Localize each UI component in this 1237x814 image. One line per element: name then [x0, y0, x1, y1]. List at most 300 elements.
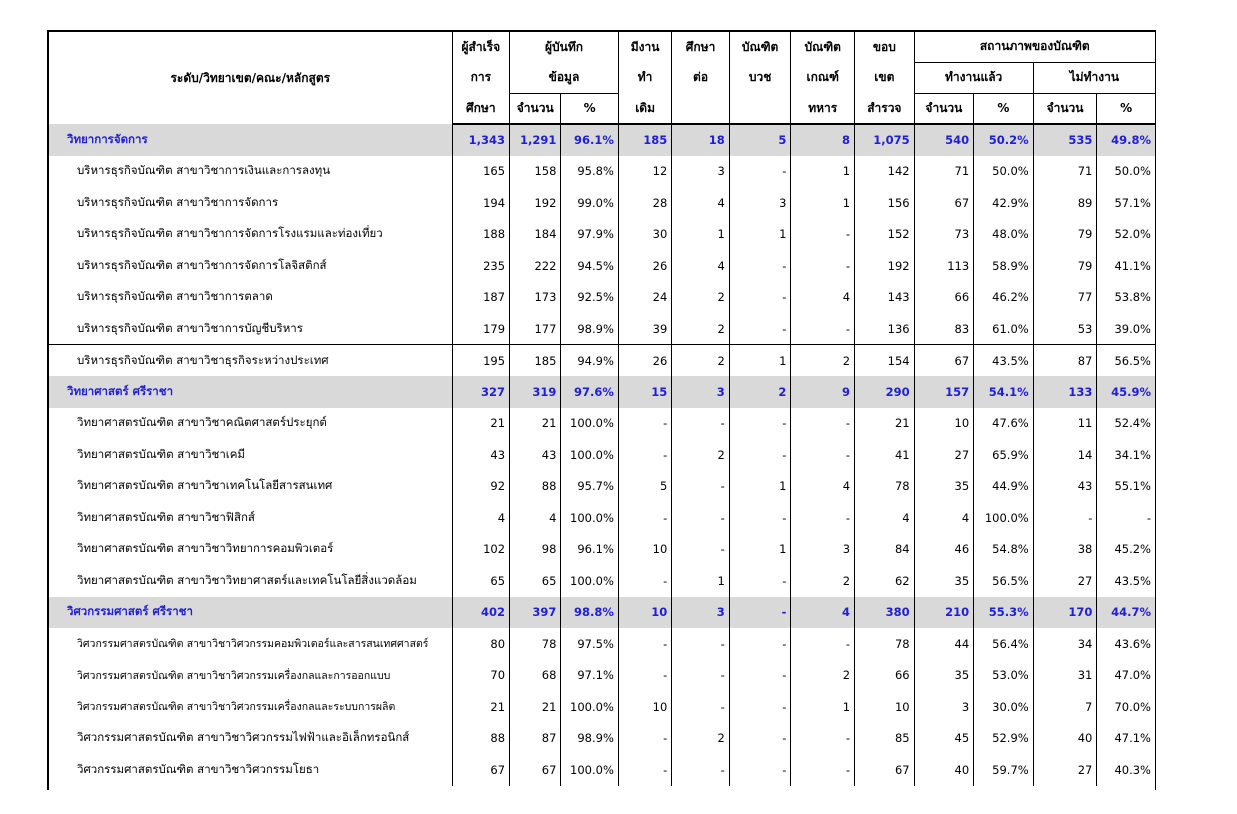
- cell-working-count: 4: [914, 502, 974, 534]
- cell-military: -: [791, 628, 855, 660]
- header-has-job-3: เดิม: [618, 93, 671, 124]
- cell-further-study: 3: [672, 376, 730, 408]
- cell-military: 4: [791, 282, 855, 314]
- cell-recorded-pct: 95.7%: [561, 471, 619, 503]
- cell-further-study: 2: [672, 439, 730, 471]
- cell-ordained: -: [729, 250, 791, 282]
- cell-graduates: 165: [452, 156, 510, 188]
- cell-further-study: 2: [672, 313, 730, 345]
- faculty-row: [49, 376, 1156, 408]
- cell-working-pct: 100.0%: [974, 502, 1034, 534]
- cell-recorded-count: 78: [510, 628, 561, 660]
- header-not-working: ไม่ทำงาน: [1033, 62, 1155, 93]
- cell-working-count: 3: [914, 691, 974, 723]
- cell-recorded-count: 173: [510, 282, 561, 314]
- cell-working-pct: 56.4%: [974, 628, 1034, 660]
- cell-scope: 67: [855, 754, 915, 786]
- cell-not-working-count: 535: [1033, 124, 1097, 156]
- cell-working-pct: 47.6%: [974, 408, 1034, 440]
- cell-further-study: -: [672, 628, 730, 660]
- program-name: บริหารธุรกิจบัณฑิต สาขาวิชาการตลาด: [49, 282, 453, 314]
- cell-graduates: 88: [452, 723, 510, 755]
- cell-further-study: 18: [672, 124, 730, 156]
- cell-ordained: -: [729, 660, 791, 692]
- cell-military: -: [791, 313, 855, 345]
- cell-recorded-count: 222: [510, 250, 561, 282]
- cell-ordained: -: [729, 565, 791, 597]
- cell-not-working-pct: 40.3%: [1097, 754, 1156, 786]
- cell-further-study: -: [672, 471, 730, 503]
- cell-working-pct: 52.9%: [974, 723, 1034, 755]
- program-name: วิทยาศาสตรบัณฑิต สาขาวิชาเคมี: [49, 439, 453, 471]
- cell-not-working-pct: 34.1%: [1097, 439, 1156, 471]
- cell-recorded-pct: 97.1%: [561, 660, 619, 692]
- cell-recorded-pct: 99.0%: [561, 187, 619, 219]
- table-row: [49, 439, 1156, 471]
- header-scope-3: สำรวจ: [855, 93, 915, 124]
- header-scope-2: เขต: [855, 62, 915, 93]
- cell-has-job: 39: [618, 313, 671, 345]
- program-name: บริหารธุรกิจบัณฑิต สาขาวิชาการบัญชีบริหาร: [49, 313, 453, 345]
- cell-working-count: 67: [914, 345, 974, 377]
- cell-working-pct: 46.2%: [974, 282, 1034, 314]
- cell-working-pct: 30.0%: [974, 691, 1034, 723]
- cell-not-working-pct: 49.8%: [1097, 124, 1156, 156]
- cell-scope: 78: [855, 628, 915, 660]
- cell-working-count: 157: [914, 376, 974, 408]
- cell-not-working-count: 7: [1033, 691, 1097, 723]
- program-name: วิทยาศาสตรบัณฑิต สาขาวิชาเทคโนโลยีสารสนเทศ: [49, 471, 453, 503]
- cell-further-study: 4: [672, 187, 730, 219]
- program-name: วิศวกรรมศาสตรบัณฑิต สาขาวิชาวิศวกรรมไฟฟ้าและอิเล็กทรอนิกส์: [49, 723, 453, 755]
- table-row: [49, 219, 1156, 251]
- cell-has-job: 26: [618, 345, 671, 377]
- cell-recorded-count: 98: [510, 534, 561, 566]
- cell-scope: 143: [855, 282, 915, 314]
- cell-military: 1: [791, 691, 855, 723]
- cell-graduates: 92: [452, 471, 510, 503]
- cell-not-working-pct: 44.7%: [1097, 597, 1156, 629]
- cell-recorded-pct: 97.6%: [561, 376, 619, 408]
- header-military-2: เกณฑ์: [791, 62, 855, 93]
- cell-graduates: 21: [452, 408, 510, 440]
- cell-working-pct: 58.9%: [974, 250, 1034, 282]
- faculty-row: [49, 597, 1156, 629]
- cell-military: -: [791, 250, 855, 282]
- program-name: บริหารธุรกิจบัณฑิต สาขาวิชาการเงินและการลงทุน: [49, 156, 453, 188]
- table-row: [49, 250, 1156, 282]
- cell-graduates: 402: [452, 597, 510, 629]
- header-ordained-2: บวช: [729, 62, 791, 93]
- cell-recorded-count: 65: [510, 565, 561, 597]
- cell-graduates: 43: [452, 439, 510, 471]
- cell-recorded-pct: 100.0%: [561, 691, 619, 723]
- cell-recorded-count: 397: [510, 597, 561, 629]
- cell-graduates: 65: [452, 565, 510, 597]
- header-recorded-2: ข้อมูล: [510, 62, 619, 93]
- table-row: [49, 691, 1156, 723]
- cell-not-working-pct: 52.4%: [1097, 408, 1156, 440]
- cell-working-pct: 50.2%: [974, 124, 1034, 156]
- cell-military: 4: [791, 471, 855, 503]
- cell-not-working-count: -: [1033, 502, 1097, 534]
- table-row: [49, 156, 1156, 188]
- table-body: [49, 124, 1156, 786]
- cell-has-job: 30: [618, 219, 671, 251]
- cell-scope: 380: [855, 597, 915, 629]
- header-graduates-2: การ: [452, 62, 510, 93]
- cell-working-pct: 44.9%: [974, 471, 1034, 503]
- program-name: วิทยาศาสตรบัณฑิต สาขาวิชาวิทยาการคอมพิวเตอร์: [49, 534, 453, 566]
- cell-recorded-count: 21: [510, 691, 561, 723]
- cell-has-job: 185: [618, 124, 671, 156]
- cell-further-study: 1: [672, 219, 730, 251]
- table-row: [49, 345, 1156, 377]
- cell-ordained: -: [729, 156, 791, 188]
- cell-working-count: 66: [914, 282, 974, 314]
- header-working: ทำงานแล้ว: [914, 62, 1033, 93]
- cell-working-pct: 53.0%: [974, 660, 1034, 692]
- cell-ordained: 1: [729, 534, 791, 566]
- header-working-pct: %: [974, 93, 1034, 124]
- cell-has-job: 10: [618, 691, 671, 723]
- header-recorded-count: จำนวน: [510, 93, 561, 124]
- cell-working-pct: 48.0%: [974, 219, 1034, 251]
- cell-recorded-count: 1,291: [510, 124, 561, 156]
- cell-further-study: -: [672, 660, 730, 692]
- cell-further-study: 1: [672, 565, 730, 597]
- header-recorded-1: ผู้บันทึก: [510, 31, 619, 62]
- cell-working-count: 73: [914, 219, 974, 251]
- cell-recorded-pct: 98.9%: [561, 313, 619, 345]
- program-name: บริหารธุรกิจบัณฑิต สาขาวิชาธุรกิจระหว่างประเทศ: [49, 345, 453, 377]
- cell-military: 2: [791, 565, 855, 597]
- cell-scope: 192: [855, 250, 915, 282]
- cell-recorded-pct: 92.5%: [561, 282, 619, 314]
- cell-not-working-pct: 45.2%: [1097, 534, 1156, 566]
- cell-graduates: 235: [452, 250, 510, 282]
- header-graduate-status: สถานภาพของบัณฑิต: [914, 31, 1155, 62]
- program-name: วิทยาศาสตรบัณฑิต สาขาวิชาวิทยาศาสตร์และเทคโนโลยีสิ่งแวดล้อม: [49, 565, 453, 597]
- cell-recorded-count: 192: [510, 187, 561, 219]
- cell-further-study: 2: [672, 282, 730, 314]
- program-name: วิทยาศาสตรบัณฑิต สาขาวิชาฟิสิกส์: [49, 502, 453, 534]
- cell-not-working-count: 43: [1033, 471, 1097, 503]
- graduate-status-table: [48, 30, 1156, 786]
- cell-scope: 78: [855, 471, 915, 503]
- faculty-name: วิทยาศาสตร์ ศรีราชา: [49, 376, 453, 408]
- cell-working-count: 10: [914, 408, 974, 440]
- cell-recorded-pct: 97.5%: [561, 628, 619, 660]
- cell-not-working-count: 77: [1033, 282, 1097, 314]
- cell-working-pct: 56.5%: [974, 565, 1034, 597]
- cell-has-job: 15: [618, 376, 671, 408]
- cell-has-job: 12: [618, 156, 671, 188]
- table-row: [49, 628, 1156, 660]
- cell-not-working-pct: 45.9%: [1097, 376, 1156, 408]
- cell-recorded-pct: 96.1%: [561, 534, 619, 566]
- cell-further-study: 2: [672, 723, 730, 755]
- cell-not-working-count: 40: [1033, 723, 1097, 755]
- cell-not-working-pct: 52.0%: [1097, 219, 1156, 251]
- cell-not-working-pct: 70.0%: [1097, 691, 1156, 723]
- cell-recorded-pct: 100.0%: [561, 502, 619, 534]
- cell-not-working-count: 71: [1033, 156, 1097, 188]
- cell-not-working-count: 87: [1033, 345, 1097, 377]
- program-name: บริหารธุรกิจบัณฑิต สาขาวิชาการจัดการโรงแรมและท่องเที่ยว: [49, 219, 453, 251]
- cell-has-job: 5: [618, 471, 671, 503]
- cell-recorded-count: 158: [510, 156, 561, 188]
- table-row: [49, 660, 1156, 692]
- cell-ordained: -: [729, 754, 791, 786]
- cell-military: -: [791, 502, 855, 534]
- cell-working-pct: 54.8%: [974, 534, 1034, 566]
- cell-not-working-count: 14: [1033, 439, 1097, 471]
- cell-military: -: [791, 408, 855, 440]
- cell-recorded-pct: 94.9%: [561, 345, 619, 377]
- cell-has-job: 24: [618, 282, 671, 314]
- header-not-working-count: จำนวน: [1033, 93, 1097, 124]
- cell-working-count: 27: [914, 439, 974, 471]
- program-name: บริหารธุรกิจบัณฑิต สาขาวิชาการจัดการ: [49, 187, 453, 219]
- cell-scope: 84: [855, 534, 915, 566]
- cell-military: 3: [791, 534, 855, 566]
- cell-military: -: [791, 439, 855, 471]
- header-ordained-1: บัณฑิต: [729, 31, 791, 62]
- header-further-study-2: ต่อ: [672, 62, 730, 93]
- header-has-job-1: มีงาน: [618, 31, 671, 62]
- cell-recorded-pct: 100.0%: [561, 439, 619, 471]
- cell-working-count: 35: [914, 471, 974, 503]
- cell-further-study: 3: [672, 597, 730, 629]
- cell-working-pct: 59.7%: [974, 754, 1034, 786]
- cell-recorded-pct: 97.9%: [561, 219, 619, 251]
- cell-not-working-pct: 57.1%: [1097, 187, 1156, 219]
- faculty-row: [49, 124, 1156, 156]
- cell-has-job: 10: [618, 597, 671, 629]
- cell-graduates: 70: [452, 660, 510, 692]
- cell-scope: 62: [855, 565, 915, 597]
- cell-not-working-pct: 43.6%: [1097, 628, 1156, 660]
- cell-has-job: -: [618, 754, 671, 786]
- cell-recorded-count: 4: [510, 502, 561, 534]
- cell-further-study: 3: [672, 156, 730, 188]
- program-name: วิศวกรรมศาสตรบัณฑิต สาขาวิชาวิศวกรรมโยธา: [49, 754, 453, 786]
- cell-has-job: 10: [618, 534, 671, 566]
- cell-further-study: 4: [672, 250, 730, 282]
- cell-graduates: 1,343: [452, 124, 510, 156]
- cell-recorded-pct: 96.1%: [561, 124, 619, 156]
- header-military-3: ทหาร: [791, 93, 855, 124]
- table-row: [49, 282, 1156, 314]
- header-graduates-3: ศึกษา: [452, 93, 510, 124]
- cell-recorded-count: 319: [510, 376, 561, 408]
- cell-ordained: -: [729, 282, 791, 314]
- cell-ordained: 1: [729, 345, 791, 377]
- header-working-count: จำนวน: [914, 93, 974, 124]
- cell-ordained: -: [729, 439, 791, 471]
- cell-military: 1: [791, 187, 855, 219]
- cell-recorded-count: 185: [510, 345, 561, 377]
- cell-recorded-pct: 100.0%: [561, 408, 619, 440]
- cell-working-count: 45: [914, 723, 974, 755]
- cell-working-pct: 42.9%: [974, 187, 1034, 219]
- table-row: [49, 187, 1156, 219]
- cell-not-working-pct: 56.5%: [1097, 345, 1156, 377]
- cell-not-working-count: 133: [1033, 376, 1097, 408]
- cell-military: -: [791, 754, 855, 786]
- cell-scope: 156: [855, 187, 915, 219]
- cell-working-count: 35: [914, 565, 974, 597]
- cell-scope: 66: [855, 660, 915, 692]
- header-military-1: บัณฑิต: [791, 31, 855, 62]
- cell-graduates: 195: [452, 345, 510, 377]
- cell-scope: 1,075: [855, 124, 915, 156]
- cell-working-count: 71: [914, 156, 974, 188]
- cell-graduates: 80: [452, 628, 510, 660]
- cell-ordained: 3: [729, 187, 791, 219]
- cell-not-working-count: 31: [1033, 660, 1097, 692]
- cell-not-working-pct: 50.0%: [1097, 156, 1156, 188]
- cell-graduates: 327: [452, 376, 510, 408]
- cell-not-working-pct: 41.1%: [1097, 250, 1156, 282]
- cell-not-working-pct: 39.0%: [1097, 313, 1156, 345]
- cell-recorded-pct: 98.8%: [561, 597, 619, 629]
- cell-scope: 136: [855, 313, 915, 345]
- cell-scope: 85: [855, 723, 915, 755]
- program-name: วิศวกรรมศาสตรบัณฑิต สาขาวิชาวิศวกรรมเครื่องกลและระบบการผลิต: [49, 691, 453, 723]
- faculty-name: วิศวกรรมศาสตร์ ศรีราชา: [49, 597, 453, 629]
- cell-scope: 152: [855, 219, 915, 251]
- cell-recorded-count: 67: [510, 754, 561, 786]
- cell-scope: 10: [855, 691, 915, 723]
- cell-graduates: 67: [452, 754, 510, 786]
- cell-ordained: -: [729, 691, 791, 723]
- cell-further-study: 2: [672, 345, 730, 377]
- cell-recorded-pct: 100.0%: [561, 754, 619, 786]
- header-recorded-pct: %: [561, 93, 619, 124]
- cell-ordained: -: [729, 723, 791, 755]
- cell-recorded-pct: 95.8%: [561, 156, 619, 188]
- program-name: วิศวกรรมศาสตรบัณฑิต สาขาวิชาวิศวกรรมเครื่องกลและการออกแบบ: [49, 660, 453, 692]
- table-row: [49, 723, 1156, 755]
- cell-scope: 142: [855, 156, 915, 188]
- cell-graduates: 4: [452, 502, 510, 534]
- table-row: [49, 534, 1156, 566]
- cell-working-pct: 43.5%: [974, 345, 1034, 377]
- cell-not-working-count: 79: [1033, 250, 1097, 282]
- cell-working-count: 67: [914, 187, 974, 219]
- cell-military: 4: [791, 597, 855, 629]
- cell-military: -: [791, 723, 855, 755]
- cell-not-working-count: 38: [1033, 534, 1097, 566]
- cell-recorded-count: 177: [510, 313, 561, 345]
- cell-not-working-count: 34: [1033, 628, 1097, 660]
- cell-ordained: 1: [729, 219, 791, 251]
- cell-working-count: 44: [914, 628, 974, 660]
- cell-working-count: 540: [914, 124, 974, 156]
- cell-not-working-pct: 55.1%: [1097, 471, 1156, 503]
- cell-has-job: -: [618, 408, 671, 440]
- cell-ordained: 5: [729, 124, 791, 156]
- cell-working-pct: 54.1%: [974, 376, 1034, 408]
- program-name: วิทยาศาสตรบัณฑิต สาขาวิชาคณิตศาสตร์ประยุกต์: [49, 408, 453, 440]
- cell-recorded-pct: 98.9%: [561, 723, 619, 755]
- cell-further-study: -: [672, 754, 730, 786]
- cell-military: 1: [791, 156, 855, 188]
- cell-ordained: 1: [729, 471, 791, 503]
- cell-not-working-pct: 47.0%: [1097, 660, 1156, 692]
- cell-not-working-count: 27: [1033, 754, 1097, 786]
- header-further-study-3: [672, 93, 730, 124]
- cell-graduates: 187: [452, 282, 510, 314]
- cell-not-working-pct: 43.5%: [1097, 565, 1156, 597]
- header-not-working-pct: %: [1097, 93, 1156, 124]
- cell-further-study: -: [672, 691, 730, 723]
- header-scope-1: ขอบ: [855, 31, 915, 62]
- cell-working-pct: 65.9%: [974, 439, 1034, 471]
- cell-working-pct: 61.0%: [974, 313, 1034, 345]
- cell-military: 2: [791, 660, 855, 692]
- cell-further-study: -: [672, 534, 730, 566]
- cell-ordained: -: [729, 597, 791, 629]
- cell-recorded-pct: 94.5%: [561, 250, 619, 282]
- cell-has-job: -: [618, 565, 671, 597]
- cell-graduates: 102: [452, 534, 510, 566]
- cell-working-count: 83: [914, 313, 974, 345]
- cell-scope: 41: [855, 439, 915, 471]
- cell-further-study: -: [672, 408, 730, 440]
- table-row: [49, 408, 1156, 440]
- cell-has-job: -: [618, 628, 671, 660]
- cell-graduates: 194: [452, 187, 510, 219]
- cell-military: 9: [791, 376, 855, 408]
- cell-not-working-pct: -: [1097, 502, 1156, 534]
- cell-military: -: [791, 219, 855, 251]
- cell-working-count: 113: [914, 250, 974, 282]
- cell-working-count: 46: [914, 534, 974, 566]
- cell-working-count: 40: [914, 754, 974, 786]
- table-header: [49, 31, 1156, 124]
- cell-military: 2: [791, 345, 855, 377]
- cell-recorded-count: 88: [510, 471, 561, 503]
- cell-recorded-pct: 100.0%: [561, 565, 619, 597]
- cell-recorded-count: 184: [510, 219, 561, 251]
- cell-recorded-count: 87: [510, 723, 561, 755]
- cell-has-job: 26: [618, 250, 671, 282]
- table-row: [49, 502, 1156, 534]
- cell-working-pct: 55.3%: [974, 597, 1034, 629]
- cell-not-working-count: 79: [1033, 219, 1097, 251]
- cell-has-job: -: [618, 502, 671, 534]
- cell-not-working-count: 27: [1033, 565, 1097, 597]
- table-row: [49, 471, 1156, 503]
- cell-not-working-count: 11: [1033, 408, 1097, 440]
- cell-not-working-pct: 47.1%: [1097, 723, 1156, 755]
- cell-ordained: -: [729, 408, 791, 440]
- cell-ordained: -: [729, 502, 791, 534]
- cell-not-working-pct: 53.8%: [1097, 282, 1156, 314]
- cell-has-job: -: [618, 660, 671, 692]
- cell-ordained: 2: [729, 376, 791, 408]
- cell-working-pct: 50.0%: [974, 156, 1034, 188]
- cell-military: 8: [791, 124, 855, 156]
- cell-recorded-count: 21: [510, 408, 561, 440]
- header-ordained-3: [729, 93, 791, 124]
- table-row: [49, 565, 1156, 597]
- cell-graduates: 21: [452, 691, 510, 723]
- header-graduates-1: ผู้สำเร็จ: [452, 31, 510, 62]
